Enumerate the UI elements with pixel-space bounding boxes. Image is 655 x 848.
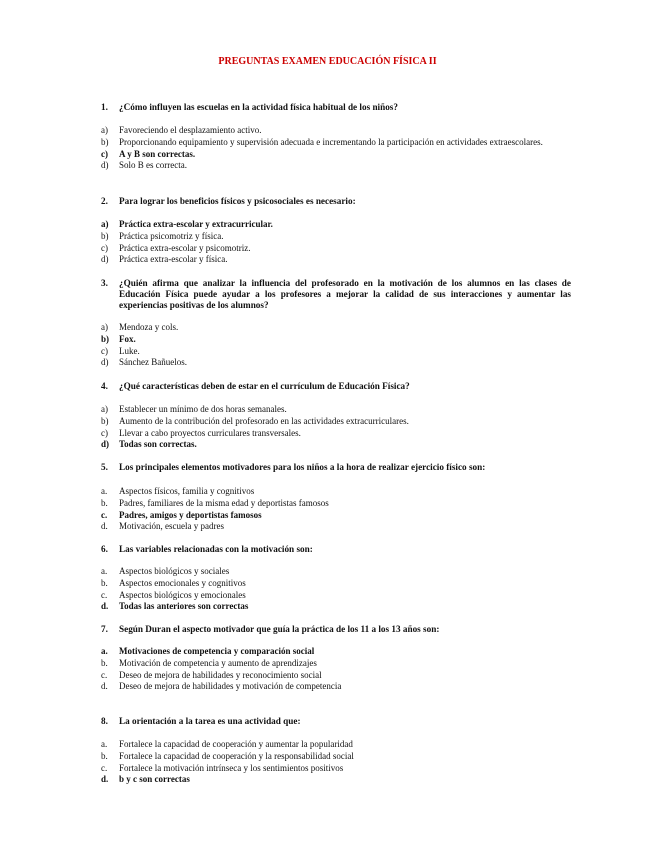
options-5 <box>101 486 571 533</box>
question-text: Los principales elementos motivadores para los niños a la hora de realizar ejercicio físico son: <box>119 462 486 472</box>
options-6 <box>101 566 571 613</box>
option-5b: b. Padres, familiares de la misma edad y deportistas famosos <box>101 497 329 508</box>
question-number: 2. <box>101 196 108 206</box>
question-6 <box>101 544 571 555</box>
options-2 <box>101 219 571 266</box>
question-number: 8. <box>101 716 108 726</box>
option-2c: c) Práctica extra-escolar y psicomotriz. <box>101 242 251 253</box>
option-7d: d. Deseo de mejora de habilidades y motivación de competencia <box>101 681 342 692</box>
question-text: ¿Cómo influyen las escuelas en la actividad física habitual de los niños? <box>119 102 398 112</box>
option-6c: c. Aspectos biológicos y emocionales <box>101 589 246 600</box>
question-number: 3. <box>101 278 108 288</box>
option-5c: c. Padres, amigos y deportistas famosos <box>101 509 262 520</box>
question-number: 1. <box>101 102 108 112</box>
document-title: PREGUNTAS EXAMEN EDUCACIÓN FÍSICA II <box>218 56 437 67</box>
option-6d: d. Todas las anteriores son correctas <box>101 601 249 612</box>
option-5a: a. Aspectos físicos, familia y cognitivos <box>101 486 255 496</box>
question-8 <box>101 716 571 727</box>
question-text: ¿Qué características deben de estar en el currículum de Educación Física? <box>119 381 410 391</box>
option-8d: d. b y c son correctas <box>101 774 190 785</box>
option-3d: d) Sánchez Bañuelos. <box>101 357 187 368</box>
question-1 <box>101 102 571 113</box>
option-2b: b) Práctica psicomotriz y física. <box>101 230 224 241</box>
options-3 <box>101 322 571 369</box>
option-8c: c. Fortalece la motivación intrínseca y los sentimientos positivos <box>101 762 344 773</box>
option-8a: a. Fortalece la capacidad de cooperación y aumentar la popularidad <box>101 739 353 749</box>
option-4d: d) Todas son correctas. <box>101 439 197 450</box>
option-7a: a. Motivaciones de competencia y comparación social <box>101 646 315 656</box>
question-number: 4. <box>101 381 108 391</box>
option-6a: a. Aspectos biológicos y sociales <box>101 566 230 576</box>
option-2a: a) Práctica extra-escolar y extracurricular. <box>101 219 273 229</box>
option-7c: c. Deseo de mejora de habilidades y reconocimiento social <box>101 669 322 680</box>
question-5 <box>101 462 571 473</box>
question-3 <box>101 278 571 311</box>
question-4 <box>101 381 571 392</box>
option-8b: b. Fortalece la capacidad de cooperación y la responsabilidad social <box>101 750 354 761</box>
option-4b: b) Aumento de la contribución del profesorado en las actividades extracurriculares. <box>101 415 409 426</box>
option-3b: b) Fox. <box>101 333 136 344</box>
option-3a: a) Mendoza y cols. <box>101 322 179 332</box>
option-4a: a) Establecer un mínimo de dos horas semanales. <box>101 404 287 414</box>
option-5d: d. Motivación, escuela y padres <box>101 521 224 532</box>
options-7 <box>101 646 571 693</box>
question-number: 5. <box>101 462 108 472</box>
options-1 <box>101 125 571 172</box>
options-4 <box>101 404 571 451</box>
option-1a: a) Favoreciendo el desplazamiento activo. <box>101 125 262 135</box>
question-text: Las variables relacionadas con la motivación son: <box>119 544 313 554</box>
option-7b: b. Motivación de competencia y aumento de aprendizajes <box>101 657 317 668</box>
option-1c: c) A y B son correctas. <box>101 148 196 159</box>
question-number: 7. <box>101 624 108 634</box>
option-4c: c) Llevar a cabo proyectos curriculares transversales. <box>101 427 301 438</box>
question-number: 6. <box>101 544 108 554</box>
option-1d: d) Solo B es correcta. <box>101 160 187 171</box>
option-2d: d) Práctica extra-escolar y física. <box>101 254 228 265</box>
question-2 <box>101 196 571 207</box>
question-7 <box>101 624 571 635</box>
question-text: Según Duran el aspecto motivador que guía la práctica de los 11 a los 13 años son: <box>119 624 440 634</box>
options-8 <box>101 739 571 786</box>
option-6b: b. Aspectos emocionales y cognitivos <box>101 577 246 588</box>
option-1b: b) Proporcionando equipamiento y supervisión adecuada e incrementando la participación en actividades extraescolares. <box>101 136 543 147</box>
option-3c: c) Luke. <box>101 345 140 356</box>
question-text: La orientación a la tarea es una actividad que: <box>119 716 301 726</box>
question-text: Para lograr los beneficios físicos y psicosociales es necesario: <box>119 196 356 206</box>
question-text: ¿Quién afirma que analizar la influencia del profesorado en la motivación de los alumnos en las clases de Educación Física puede ayudar a los profesores a mejorar la calidad de sus interacciones y aumentar las experiencias positivas de los alumnos? <box>119 278 571 310</box>
